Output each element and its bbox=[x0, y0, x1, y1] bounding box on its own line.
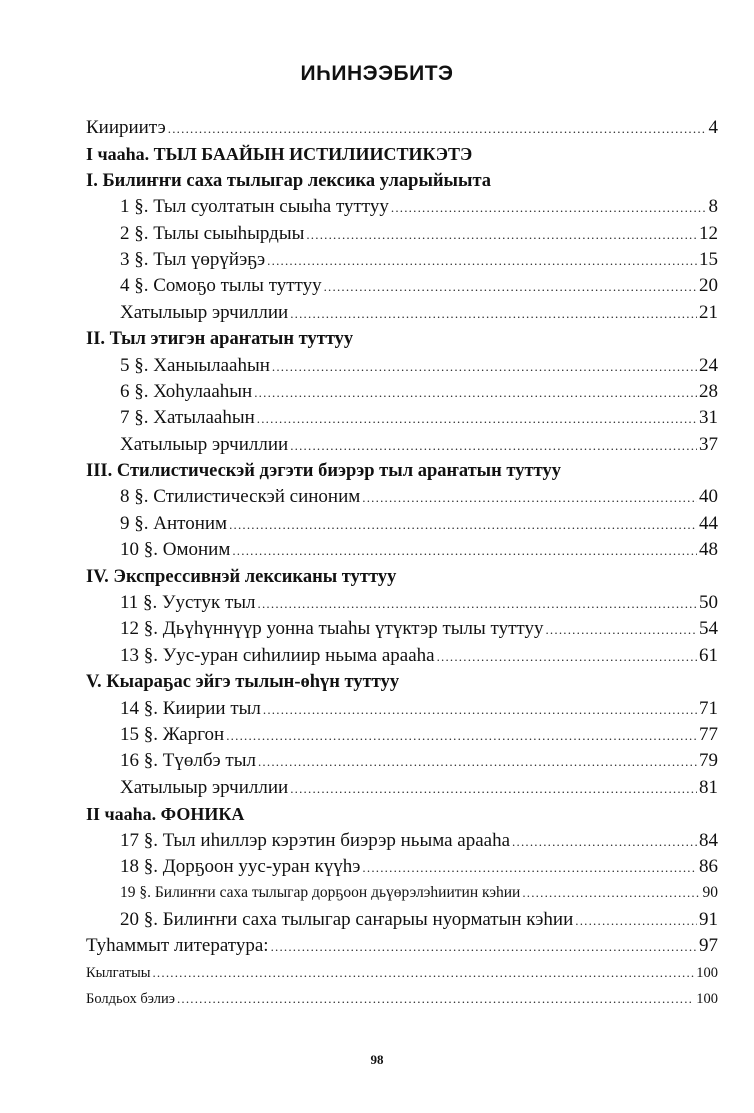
toc-entry-page: 15 bbox=[699, 248, 718, 270]
toc-entry bbox=[86, 616, 718, 642]
dot-leader bbox=[168, 116, 707, 141]
toc-entry bbox=[86, 696, 718, 722]
dot-leader bbox=[272, 354, 697, 379]
toc-entry-title: Кылгатыы bbox=[86, 964, 151, 981]
toc-entry bbox=[86, 854, 718, 880]
toc-entry-title: Хатылыыр эрчиллии bbox=[120, 301, 289, 323]
toc-entry-page: 21 bbox=[699, 301, 718, 323]
dot-leader bbox=[522, 880, 700, 906]
dot-leader bbox=[267, 248, 697, 273]
toc-entry-page: 40 bbox=[699, 486, 718, 508]
toc-entry-title: I чааһа. ТЫЛ БААЙЫН ИСТИЛИИСТИКЭТЭ bbox=[86, 144, 473, 165]
toc-entry bbox=[86, 537, 718, 563]
toc-entry bbox=[86, 960, 718, 986]
toc-entry bbox=[86, 722, 718, 748]
toc-entry-page: 12 bbox=[699, 222, 718, 244]
toc-entry-title: 3 §. Тыл үөрүйэҕэ bbox=[120, 248, 266, 270]
toc-entry-title: V. Кыараҕас эйгэ тылын-өһүн туттуу bbox=[86, 672, 400, 693]
dot-leader bbox=[152, 960, 694, 986]
dot-leader bbox=[263, 697, 697, 722]
dot-leader bbox=[258, 591, 697, 616]
toc-entry-title: III. Стилистическэй дэгэти биэрэр тыл араҥатын туттуу bbox=[86, 461, 561, 482]
toc-entry-title: 9 §. Антоним bbox=[120, 512, 228, 534]
toc-entry bbox=[86, 748, 718, 774]
toc-heading bbox=[86, 458, 718, 484]
toc-entry-title: 20 §. Билиҥҥи саха тылыгар саҥарыы нуорматын кэһии bbox=[120, 908, 574, 930]
toc-part bbox=[86, 801, 718, 827]
dot-leader bbox=[324, 274, 697, 299]
dot-leader bbox=[545, 617, 697, 642]
dot-leader bbox=[362, 855, 697, 880]
toc-entry-page: 37 bbox=[699, 433, 718, 455]
toc-entry-page: 84 bbox=[699, 829, 718, 851]
dot-leader bbox=[437, 644, 697, 669]
toc-entry-page: 90 bbox=[702, 884, 718, 902]
dot-leader bbox=[575, 908, 697, 933]
toc-entry bbox=[86, 590, 718, 616]
dot-leader bbox=[512, 829, 697, 854]
toc-entry-title: II. Тыл этигэн араҥатын туттуу bbox=[86, 329, 354, 350]
toc-entry-title: I. Билиҥҥи саха тылыгар лексика уларыйыыта bbox=[86, 170, 492, 191]
toc-entry bbox=[86, 643, 718, 669]
toc-entry-title: Болдьох бэлиэ bbox=[86, 990, 175, 1007]
toc-entry-page: 91 bbox=[699, 908, 718, 930]
toc-entry bbox=[86, 353, 718, 379]
toc-heading bbox=[86, 669, 718, 695]
dot-leader bbox=[232, 538, 697, 563]
toc-entry-title: II чааһа. ФОНИКА bbox=[86, 804, 245, 825]
toc-entry bbox=[86, 511, 718, 537]
toc-entry-page: 50 bbox=[699, 592, 718, 614]
toc-entry-page: 81 bbox=[699, 776, 718, 798]
toc-entry-page: 97 bbox=[699, 935, 718, 957]
toc-entry-page: 31 bbox=[699, 407, 718, 429]
dot-leader bbox=[229, 512, 697, 537]
toc-entry bbox=[86, 484, 718, 510]
toc-entry-title: 14 §. Киирии тыл bbox=[120, 697, 261, 719]
dot-leader bbox=[290, 301, 697, 326]
page-number: 98 bbox=[370, 1052, 384, 1067]
toc-entry bbox=[86, 828, 718, 854]
dot-leader bbox=[391, 195, 707, 220]
toc-entry bbox=[86, 379, 718, 405]
dot-leader bbox=[226, 723, 697, 748]
toc-entry-page: 61 bbox=[699, 644, 718, 666]
toc-entry-page: 86 bbox=[699, 855, 718, 877]
toc-entry-title: 8 §. Стилистическэй синоним bbox=[120, 486, 361, 508]
toc-entry bbox=[86, 221, 718, 247]
toc-entry-page: 79 bbox=[699, 750, 718, 772]
toc-entry bbox=[86, 986, 718, 1012]
toc-entry-title: 4 §. Сомоҕо тылы туттуу bbox=[120, 275, 322, 297]
toc-entry-title: 12 §. Дьүһүннүүр уонна тыаһы үтүктэр тылы туттуу bbox=[120, 618, 544, 640]
toc-heading bbox=[86, 564, 718, 590]
dot-leader bbox=[258, 749, 697, 774]
toc-entry-title: IV. Экспрессивнэй лексиканы туттуу bbox=[86, 566, 397, 587]
toc-entry-page: 100 bbox=[696, 990, 718, 1007]
toc-entry-page: 8 bbox=[708, 196, 718, 218]
dot-leader bbox=[271, 934, 697, 959]
toc-entry-title: 19 §. Билиҥҥи саха тылыгар дорҕоон дьүөрэлэһиитин кэһии bbox=[120, 884, 521, 902]
dot-leader bbox=[257, 406, 697, 431]
dot-leader bbox=[177, 986, 694, 1012]
toc-entry bbox=[86, 775, 718, 801]
toc-entry-title: Туһаммыт литература: bbox=[86, 935, 269, 957]
table-of-contents bbox=[86, 115, 718, 1012]
toc-entry-page: 24 bbox=[699, 354, 718, 376]
toc-entry-title: 5 §. Ханыылааһын bbox=[120, 354, 270, 376]
toc-entry-page: 71 bbox=[699, 697, 718, 719]
toc-entry-title: 1 §. Тыл суолтатын сыыһа туттуу bbox=[120, 196, 389, 218]
toc-heading bbox=[86, 326, 718, 352]
toc-heading bbox=[86, 168, 718, 194]
toc-entry-page: 54 bbox=[699, 618, 718, 640]
dot-leader bbox=[290, 776, 697, 801]
toc-entry-page: 20 bbox=[699, 275, 718, 297]
page-title: ИҺИНЭЭБИТЭ bbox=[300, 62, 454, 85]
toc-entry-title: 15 §. Жаргон bbox=[120, 723, 225, 745]
dot-leader bbox=[306, 222, 697, 247]
toc-entry-page: 100 bbox=[696, 964, 718, 981]
toc-entry bbox=[86, 300, 718, 326]
toc-entry bbox=[86, 933, 718, 959]
toc-entry bbox=[86, 247, 718, 273]
toc-entry-page: 48 bbox=[699, 539, 718, 561]
toc-entry-title: Хатылыыр эрчиллии bbox=[120, 433, 289, 455]
toc-entry-title: 6 §. Хоһулааһын bbox=[120, 380, 253, 402]
toc-entry-title: 17 §. Тыл иһиллэр кэрэтин биэрэр ньыма арааһа bbox=[120, 829, 511, 851]
toc-entry bbox=[86, 880, 718, 906]
toc-entry bbox=[86, 405, 718, 431]
toc-entry bbox=[86, 907, 718, 933]
toc-entry-title: Киириитэ bbox=[86, 117, 166, 138]
toc-entry-title: 11 §. Уустук тыл bbox=[120, 592, 256, 614]
toc-entry-title: 7 §. Хатылааһын bbox=[120, 407, 255, 429]
toc-entry bbox=[86, 115, 718, 141]
dot-leader bbox=[290, 433, 697, 458]
toc-entry-page: 44 bbox=[699, 512, 718, 534]
toc-entry-title: 13 §. Уус-уран сиһилиир ньыма арааһа bbox=[120, 644, 435, 666]
toc-entry-page: 4 bbox=[708, 117, 718, 138]
toc-entry-page: 28 bbox=[699, 380, 718, 402]
toc-entry-page: 77 bbox=[699, 723, 718, 745]
dot-leader bbox=[254, 380, 697, 405]
toc-entry bbox=[86, 194, 718, 220]
toc-entry bbox=[86, 273, 718, 299]
toc-part bbox=[86, 141, 718, 167]
toc-entry-title: 18 §. Дорҕоон уус-уран күүһэ bbox=[120, 855, 361, 877]
toc-entry-title: Хатылыыр эрчиллии bbox=[120, 776, 289, 798]
dot-leader bbox=[362, 485, 697, 510]
toc-entry-title: 10 §. Омоним bbox=[120, 539, 231, 561]
toc-entry bbox=[86, 432, 718, 458]
toc-entry-title: 2 §. Тылы сыыһырдыы bbox=[120, 222, 305, 244]
toc-entry-title: 16 §. Түөлбэ тыл bbox=[120, 750, 256, 772]
